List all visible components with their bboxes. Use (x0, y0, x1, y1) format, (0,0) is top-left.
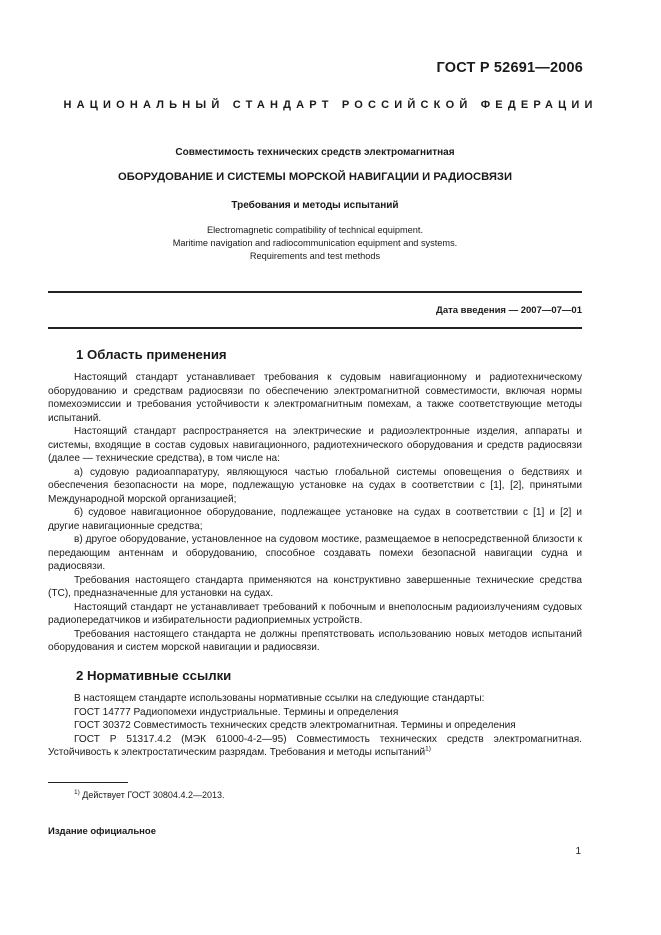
english-title-line: Maritime navigation and radiocommunication equipment and systems. (172, 238, 458, 248)
paragraph: Настоящий стандарт распространяется на электрические и радиоэлектронные изделия, аппараты и системы, входящие в состав судовых навигационного, радиотехнического оборудования и средств радиосвязи (далее — технические средства), в том числе на: (48, 426, 582, 464)
section-body (48, 371, 582, 655)
reference-text: ГОСТ Р 51317.4.2 (МЭК 61000-4-2—95) Совместимость технических средств электромагнитная. Устойчивость к электростатическим разрядам. Требования и методы испытаний (48, 733, 582, 758)
english-title-line: Requirements and test methods (249, 251, 381, 261)
divider (48, 291, 582, 293)
paragraph: Требования настоящего стандарта применяются на конструктивно завершенные технические средства (ТС), предназначенные для установки на судах. (48, 574, 582, 599)
standard-title: НАЦИОНАЛЬНЫЙ СТАНДАРТ РОССИЙСКОЙ ФЕДЕРАЦИИ (63, 99, 598, 111)
english-title-line: Electromagnetic compatibility of technical equipment. (206, 225, 423, 235)
section-body (48, 692, 582, 760)
main-title: ОБОРУДОВАНИЕ И СИСТЕМЫ МОРСКОЙ НАВИГАЦИИ И РАДИОСВЯЗИ (118, 171, 512, 183)
footnote-divider (48, 782, 128, 783)
document-code: ГОСТ Р 52691—2006 (436, 60, 583, 76)
introduction-date: Дата введения — 2007—07—01 (436, 305, 582, 316)
page-number: 1 (575, 846, 581, 857)
reference-item: ГОСТ 14777 Радиопомехи индустриальные. Термины и определения (74, 706, 399, 718)
paragraph: В настоящем стандарте использованы нормативные ссылки на следующие стандарты: (74, 693, 485, 704)
section-heading: 2 Нормативные ссылки (76, 668, 232, 683)
divider (48, 327, 582, 329)
reference-item: ГОСТ 30372 Совместимость технических средств электромагнитная. Термины и определения (74, 720, 516, 731)
footnote-marker: 1) (425, 745, 431, 753)
reference-item (48, 733, 582, 760)
requirements-title: Требования и методы испытаний (231, 200, 399, 211)
compat-title: Совместимость технических средств электромагнитная (175, 147, 455, 158)
section-heading: 1 Область применения (76, 347, 227, 362)
list-item: в) другое оборудование, установленное на судовом мостике, размещаемое в непосредственной близости к передающим антеннам и оборудованию, способное создавать помехи безопасной навигации судна и радиосвязи. (48, 534, 582, 572)
footnote (74, 789, 224, 800)
paragraph: Настоящий стандарт устанавливает требования к судовым навигационному и радиотехническому оборудованию и средствам радиосвязи по обеспечению электромагнитной совместимости, включая нормы помехоэмиссии и требования устойчивости к электромагнитным помехам, а также соответствующие методы испытаний. (48, 372, 582, 424)
edition-label: Издание официальное (48, 826, 156, 837)
paragraph: Требования настоящего стандарта не должны препятствовать использованию новых методов испытаний оборудования и систем морской навигации и радиосвязи. (48, 628, 582, 653)
footnote-marker: 1) (74, 789, 80, 796)
list-item: а) судовую радиоаппаратуру, являющуюся частью глобальной системы оповещения о бедствиях и обеспечения безопасности на море, подлежащую установке на судах в соответствии с [1], [2], принятыми Международной морской организацией; (48, 466, 582, 505)
paragraph: Настоящий стандарт не устанавливает требований к побочным и внеполосным радиоизлучениям судовых радиопередатчиков и избирательности радиоприемных устройств. (48, 601, 582, 626)
footnote-text: Действует ГОСТ 30804.4.2—2013. (79, 790, 225, 800)
list-item: б) судовое навигационное оборудование, подлежащее установке на судах в соответствии с [1] и [2] и другие навигационные средства; (48, 507, 582, 532)
